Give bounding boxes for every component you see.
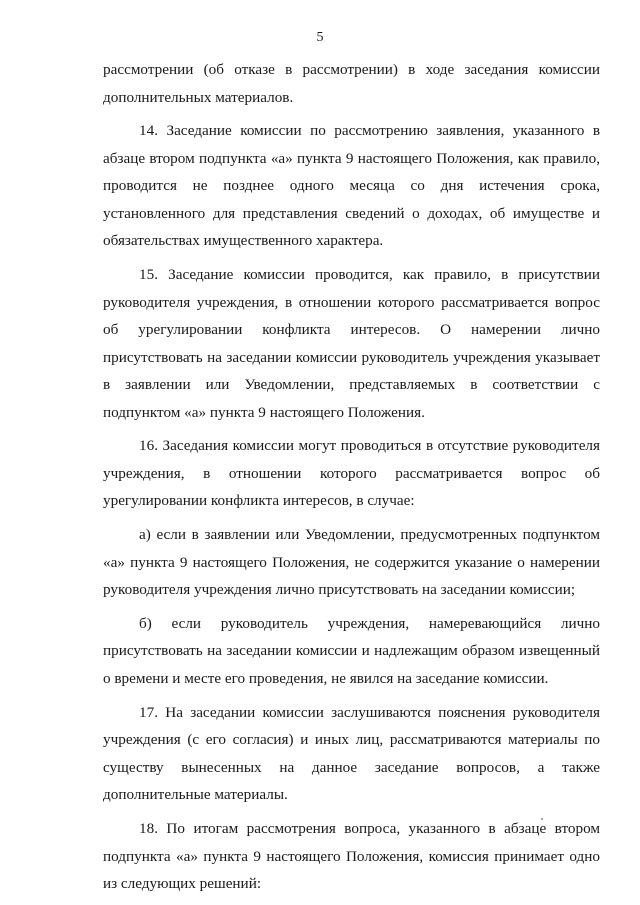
paragraph-14: 14. Заседание комиссии по рассмотрению заявления, указанного в абзаце втором подпункта «а» пункта 9 настоящего Положения, как правило, проводится не позднее одного месяца со дня истечения срока, установленного для представления сведений о доходах, об имуществе и обязательствах имущественного характера. [103,122,600,250]
paragraph-15: 15. Заседание комиссии проводится, как правило, в присутствии руководителя учреждения, в отношении которого рассматривается вопрос об урегулировании конфликта интересов. О намерении лично присутствовать на заседании комиссии руководитель учреждения указывает в заявлении или Уведомлении, представляемых в соответствии с подпунктом «а» пункта 9 настоящего Положения. [103,266,600,421]
page-number: 5 [316,30,324,45]
paragraph-16: 16. Заседания комиссии могут проводиться в отсутствие руководителя учреждения, в отношении которого рассматривается вопрос об урегулировании конфликта интересов, в случае: [103,437,600,510]
paragraph-16-a: а) если в заявлении или Уведомлении, предусмотренных подпунктом «а» пункта 9 настоящего Положения, не содержится указание о намерении руководителя учреждения лично присутствовать на заседании комиссии; [103,526,600,599]
paragraph-continuation: рассмотрении (об отказе в рассмотрении) в ходе заседания комиссии дополнительных материалов. [103,61,600,106]
paragraph-18: 18. По итогам рассмотрения вопроса, указанного в абзаце втором подпункта «а» пункта 9 настоящего Положения, комиссия принимает одно из следующих решений: [103,820,600,893]
paragraph-16-b: б) если руководитель учреждения, намеревающийся лично присутствовать на заседании комиссии и надлежащим образом извещенный о времени и месте его проведения, не явился на заседание комиссии. [103,614,600,687]
scan-speck [541,818,543,820]
paragraph-17: 17. На заседании комиссии заслушиваются пояснения руководителя учреждения (с его согласия) и иных лиц, рассматриваются материалы по существу вынесенных на данное заседание вопросов, а также дополнительные материалы. [103,703,600,804]
document-body [103,56,600,904]
